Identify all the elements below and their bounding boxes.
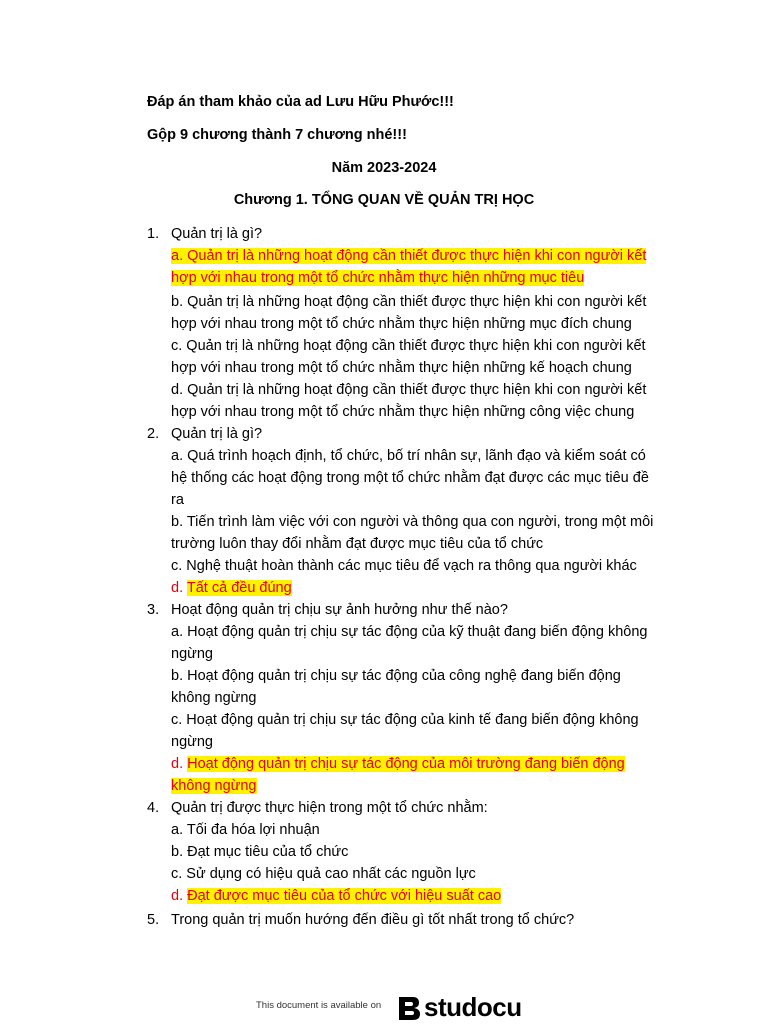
intro-line-1: Đáp án tham khảo của ad Lưu Hữu Phước!!! [147, 94, 454, 110]
answer-option-a [171, 248, 646, 264]
studocu-logo-icon [395, 994, 423, 1022]
option-b-cont: không ngừng [171, 690, 257, 706]
answer-option-a-cont [171, 270, 584, 286]
highlight: không ngừng [171, 778, 257, 794]
intro-line-2: Gộp 9 chương thành 7 chương nhé!!! [147, 127, 407, 143]
question-text: Quản trị là gì? [171, 226, 263, 242]
option-d: d. Quản trị là những hoạt động cần thiết được thực hiện khi con người kết [171, 382, 647, 398]
option-b: b. Quản trị là những hoạt động cần thiết được thực hiện khi con người kết [171, 294, 647, 310]
option-c: c. Sử dụng có hiệu quả cao nhất các nguồn lực [171, 866, 476, 882]
highlight: hợp với nhau trong một tổ chức nhằm thực hiện những mục tiêu [171, 270, 585, 286]
highlight: Tất cả đều đúng [186, 580, 292, 596]
option-prefix: d. [171, 888, 184, 904]
option-b: b. Đạt mục tiêu của tổ chức [171, 844, 349, 860]
option-b: b. Tiến trình làm việc với con người và thông qua con người, trong một môi [171, 514, 654, 530]
studocu-logo-link[interactable] [395, 992, 522, 1023]
answer-option-d [171, 580, 292, 596]
option-a-cont: ngừng [171, 646, 213, 662]
question-number: 3. [147, 602, 160, 618]
option-c-cont: ngừng [171, 734, 213, 750]
year-heading: Năm 2023-2024 [331, 160, 437, 176]
studocu-footer [0, 988, 768, 1024]
answer-option-d [171, 888, 501, 904]
option-a-cont: ra [171, 492, 184, 508]
option-c: c. Quản trị là những hoạt động cần thiết được thực hiện khi con người kết [171, 338, 646, 354]
question-number: 4. [147, 800, 160, 816]
option-c: c. Nghệ thuật hoàn thành các mục tiêu để vạch ra thông qua người khác [171, 558, 637, 574]
chapter-title: Chương 1. TỔNG QUAN VỀ QUẢN TRỊ HỌC [233, 192, 535, 208]
studocu-wordmark: studocu [424, 992, 522, 1022]
option-a: a. Hoạt động quản trị chịu sự tác động của kỹ thuật đang biến động không [171, 624, 648, 640]
question-text: Quản trị được thực hiện trong một tổ chức nhằm: [171, 800, 488, 816]
footer-notice: This document is available on [256, 1000, 382, 1011]
highlight: a. Quản trị là những hoạt động cần thiết được thực hiện khi con người kết [171, 248, 647, 264]
option-c-cont: hợp với nhau trong một tổ chức nhằm thực hiện những kế hoạch chung [171, 360, 632, 376]
question-number: 1. [147, 226, 160, 242]
question-number: 2. [147, 426, 160, 442]
option-a: a. Tối đa hóa lợi nhuận [171, 822, 320, 838]
answer-option-d [171, 756, 625, 772]
highlight: Hoạt động quản trị chịu sự tác động của môi trường đang biến động [187, 756, 625, 772]
option-prefix: d. [171, 580, 184, 596]
option-a-cont: hệ thống các hoạt động trong một tổ chức nhằm đạt được các mục tiêu đề [171, 470, 649, 486]
option-d-cont: hợp với nhau trong một tổ chức nhằm thực hiện những công việc chung [171, 404, 635, 420]
question-text: Hoạt động quản trị chịu sự ảnh hưởng như thế nào? [171, 602, 508, 618]
highlight: Đạt được mục tiêu của tổ chức với hiệu suất cao [187, 888, 502, 904]
option-prefix: d. [171, 756, 184, 772]
option-b-cont: hợp với nhau trong một tổ chức nhằm thực hiện những mục đích chung [171, 316, 632, 332]
answer-option-d-cont [171, 778, 257, 794]
option-b: b. Hoạt động quản trị chịu sự tác động của công nghệ đang biến động [171, 668, 621, 684]
option-c: c. Hoạt động quản trị chịu sự tác động của kinh tế đang biến động không [171, 712, 639, 728]
question-text: Quản trị là gì? [171, 426, 263, 442]
question-number: 5. [147, 912, 160, 928]
option-b-cont: trường luôn thay đổi nhằm đạt được mục tiêu của tổ chức [171, 536, 544, 552]
option-a: a. Quá trình hoạch định, tổ chức, bố trí nhân sự, lãnh đạo và kiểm soát có [171, 448, 646, 464]
question-text: Trong quản trị muốn hướng đến điều gì tốt nhất trong tổ chức? [171, 912, 575, 928]
